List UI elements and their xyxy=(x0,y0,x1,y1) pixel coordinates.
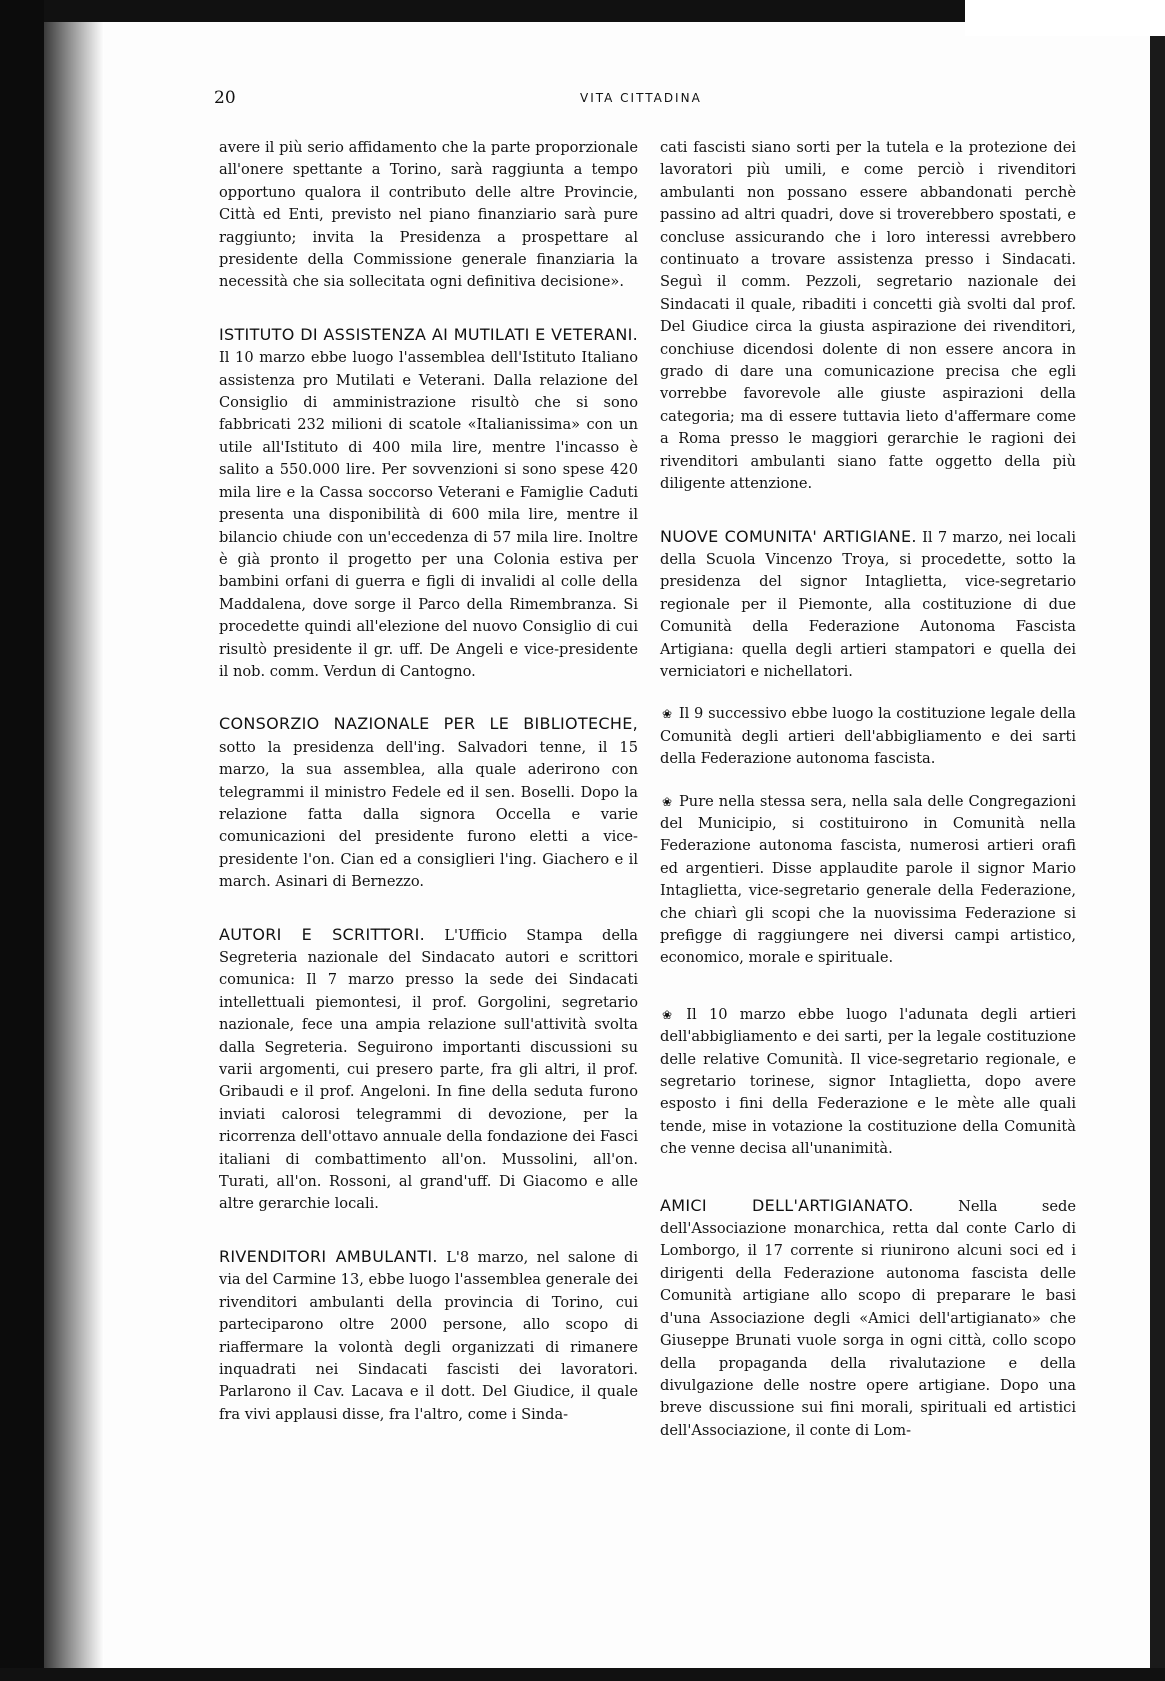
scan-edge-bottom xyxy=(0,1668,1165,1681)
item-body: Il 9 successivo ebbe luogo la costituzione legale della Comunità degli artieri dell'abbigliamento e dei sarti della Federazione autonoma fascista. xyxy=(660,705,1076,768)
item-abbigliamento-costituzione xyxy=(660,703,1076,770)
scan-edge-left xyxy=(0,0,44,1681)
page-header xyxy=(0,88,1165,112)
article-rivenditori-ambulanti xyxy=(219,1246,638,1426)
item-body: Il 10 marzo ebbe luogo l'adunata degli artieri dell'abbigliamento e dei sarti, per la legale costituzione delle relative Comunità. Il vice-segretario regionale, e segretario torinese, signor Intaglietta, dopo avere esposto i fini della Federazione e le mète alle quali tende, mise in votazione la costituzione della Comunità che venne decisa all'unanimità. xyxy=(660,1005,1076,1158)
running-head: VITA CITTADINA xyxy=(580,91,702,105)
article-body: L'8 marzo, nel salone di via del Carmine 13, ebbe luogo l'assemblea generale dei rivenditori ambulanti della provincia di Torino, cui parteciparono oltre 2000 persone, allo scopo di riaffermare la volontà degli organizzati di rimanere inquadrati nei Sindacati fascisti dei lavoratori. Parlarono il Cav. Lacava e il dott. Del Giudice, il quale fra vivi applausi disse, fra l'altro, come i Sinda- xyxy=(219,1248,638,1423)
left-intro-paragraph: avere il più serio affidamento che la parte proporzionale all'onere spettante a Torino, sarà raggiunta a tempo opportuno qualora il contributo delle altre Provincie, Città ed Enti, previsto nel piano finanziario sarà pure raggiunto; invita la Presidenza a prospettare al presidente della Commissione generale finanziaria la necessità che sia sollecitata ogni definitiva decisione». xyxy=(219,139,638,291)
article-autori-scrittori xyxy=(219,924,638,1216)
item-orafi-argentieri xyxy=(660,791,1076,970)
item-adunata-sarti xyxy=(660,1004,1076,1161)
scan-edge-top-right xyxy=(965,0,1165,36)
article-body: Nella sede dell'Associazione monarchica, retta dal conte Carlo di Lomborgo, il 17 corrente si riunirono alcuni soci ed i dirigenti della Federazione autonoma fascista delle Comunità artigiane allo scopo di preparare le basi d'una Associazione degli «Amici dell'artigianato» che Giuseppe Brunati vuole sorga in ogni città, collo scopo della propaganda della rivalutazione e della divulgazione delle nostre opere artigiane. Dopo una breve discussione sui fini morali, spirituali ed artistici dell'Associazione, il conte di Lom- xyxy=(660,1197,1077,1439)
scan-edge-right xyxy=(1150,36,1165,1681)
article-heading: CONSORZIO NAZIONALE PER LE BIBLIOTECHE, xyxy=(219,714,638,734)
article-body: L'Ufficio Stampa della Segreteria nazionale del Sindacato autori e scrittori comunica: Il 7 marzo presso la sede dei Sindacati intellettuali piemontesi, il prof. Gorgolini, segretario nazionale, fece una ampia relazione sull'attività svolta dalla Segreteria. Seguirono importanti discussioni su varii argomenti, cui presero parte, fra gli altri, il prof. Gribaudi e il prof. Angeloni. In fine della seduta furono inviati calorosi telegrammi di devozione, per la ricorrenza dell'ottavo annuale della fondazione dei Fasci italiani di combattimento all'on. Mussolini, all'on. Turati, all'on. Rossoni, al grand'uff. Di Giacomo e alle altre gerarchie locali. xyxy=(219,926,638,1213)
right-column xyxy=(660,137,1076,1442)
article-consorzio-biblioteche xyxy=(219,713,638,893)
article-heading: ISTITUTO DI ASSISTENZA AI MUTILATI E VETERANI. xyxy=(219,324,638,344)
flower-ornament-icon: ❀ xyxy=(661,1007,673,1022)
book-gutter-shadow xyxy=(44,22,104,1681)
scan-edge-top xyxy=(0,0,965,22)
right-continuation-paragraph: cati fascisti siano sorti per la tutela e la protezione dei lavoratori più umili, e come perciò i rivenditori ambulanti non possano essere abbandonati perchè passino ad altri quadri, dove si troverebbero spostati, e concluse assicurando che i loro interessi avrebbero continuato a trovare assistenza presso i Sindacati. Seguì il comm. Pezzoli, segretario nazionale dei Sindacati il quale, ribaditi i concetti già svolti dal prof. Del Giudice circa la giusta aspirazione dei rivenditori, conchiuse dicendosi dolente di non essere ancora in grado di dare una comunicazione precisa che egli vorrebbe favorevole alle giuste aspirazioni della categoria; ma di essere tuttavia lieto d'affermare come a Roma presso le maggiori gerarchie le ragioni dei rivenditori ambulanti siano fatte oggetto della più diligente attenzione. xyxy=(660,139,1076,493)
page-number: 20 xyxy=(214,88,236,108)
article-heading: NUOVE COMUNITA' ARTIGIANE. xyxy=(660,526,917,546)
article-body: Il 10 marzo ebbe luogo l'assemblea dell'Istituto Italiano assistenza pro Mutilati e Veterani. Dalla relazione del Consiglio di amministrazione risultò che si sono fabbricati 232 milioni di scatole «Italianissima» con un utile all'Istituto di 400 mila lire, mentre l'incasso è salito a 550.000 lire. Per sovvenzioni si sono spese 420 mila lire e la Cassa soccorso Veterani e Famiglie Caduti presenta una disponibilità di 600 mila lire, mentre il bilancio chiude con un'eccedenza di 57 mila lire. Inoltre è già pronto il progetto per una Colonia estiva per bambini orfani di guerra e figli di invalidi al colle della Maddalena, dove sorge il Parco della Rimembranza. Si procedette quindi all'elezione del nuovo Consiglio di cui risultò presidente il gr. uff. De Angeli e vice-presidente il nob. comm. Verdun di Cantogno. xyxy=(219,349,638,680)
left-column xyxy=(219,137,638,1426)
item-body: Pure nella stessa sera, nella sala delle Congregazioni del Municipio, si costituirono in Comunità nella Federazione autonoma fascista, numerosi artieri orafi ed argentieri. Disse applaudite parole il signor Mario Intaglietta, vice-segretario generale della Federazione, che chiarì gli scopi che la nuovissima Federazione si prefigge di raggiungere nei diversi campi artistico, economico, morale e spirituale. xyxy=(660,792,1076,967)
article-amici-artigianato xyxy=(660,1195,1076,1442)
article-heading: RIVENDITORI AMBULANTI. xyxy=(219,1246,438,1266)
article-istituto-assistenza xyxy=(219,324,638,684)
article-heading: AUTORI E SCRITTORI. xyxy=(219,924,426,944)
article-heading: AMICI DELL'ARTIGIANATO. xyxy=(660,1195,914,1215)
article-body: Il 7 marzo, nei locali della Scuola Vincenzo Troya, si procedette, sotto la presidenza del signor Intaglietta, vice-segretario regionale per il Piemonte, alla costituzione di due Comunità della Federazione Autonoma Fascista Artigiana: quella degli artieri stampatori e quella dei verniciatori e nichellatori. xyxy=(660,528,1076,680)
article-nuove-comunita xyxy=(660,526,1076,684)
article-body: sotto la presidenza dell'ing. Salvadori tenne, il 15 marzo, la sua assemblea, alla quale aderirono con telegrammi il ministro Fedele ed il sen. Boselli. Dopo la relazione fatta dalla signora Occella e varie comunicazioni del presidente furono eletti a vice-presidente l'on. Cian ed a consiglieri l'ing. Giachero e il march. Asinari di Bernezzo. xyxy=(219,738,638,891)
flower-ornament-icon: ❀ xyxy=(661,707,673,722)
flower-ornament-icon: ❀ xyxy=(661,794,673,809)
